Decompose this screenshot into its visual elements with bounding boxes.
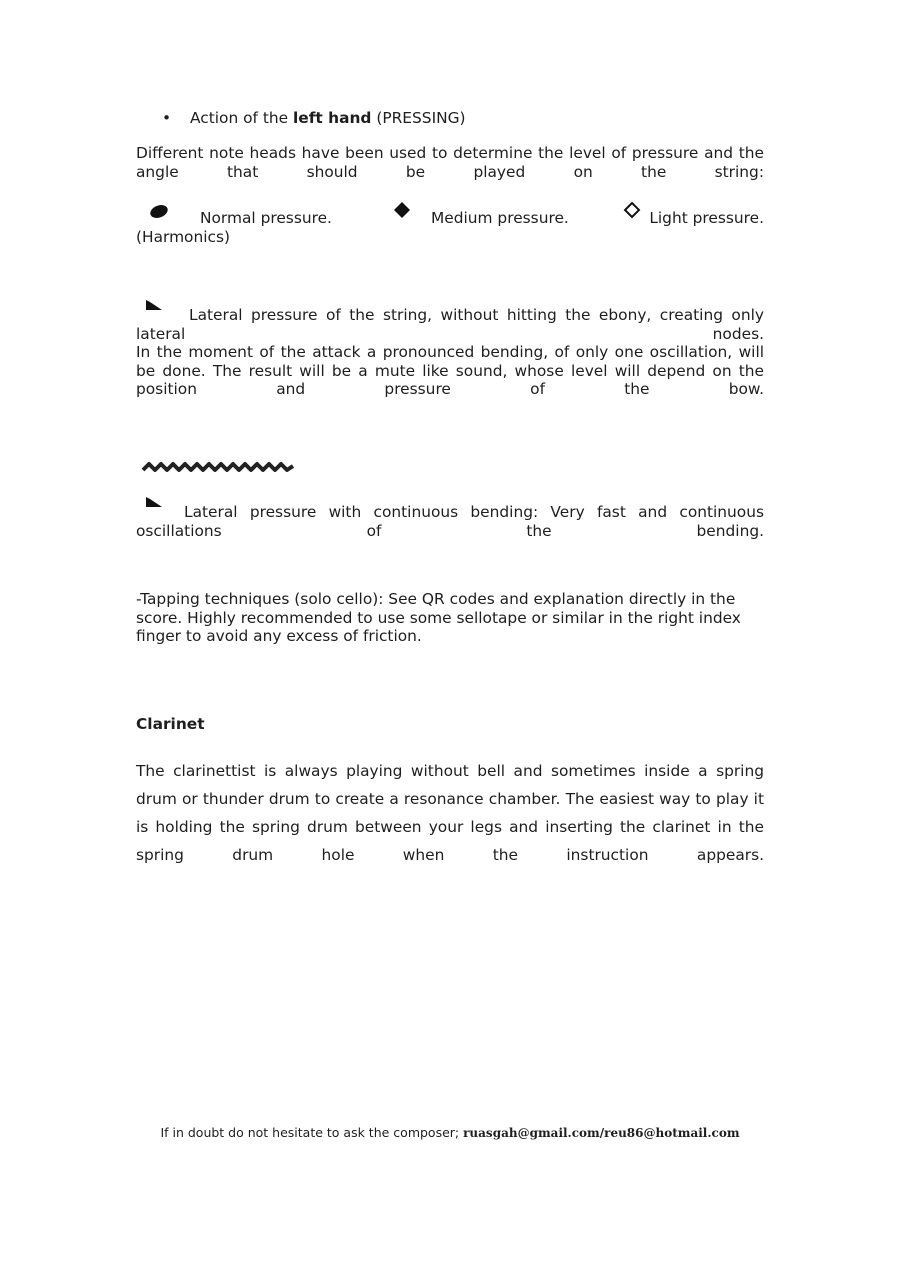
lateral-pressure-text: Lateral pressure of the string, without hitting the ebony, creating only lateral nodes.: [136, 306, 764, 343]
bending-text: In the moment of the attack a pronounced bending, of only one oscillation, will be done. The result will be a mute like sound, whose level will depend on the position and pressure of the bow.: [136, 343, 764, 399]
clarinet-paragraph: The clarinettist is always playing without bell and sometimes inside a spring drum or thunder drum to create a resonance chamber. The easiest way to play it is holding the spring drum between your legs and inserting the clarinet in the spring drum hole when the instruction appears.: [136, 762, 764, 864]
clarinet-heading: Clarinet: [136, 715, 205, 733]
footer: [0, 1125, 900, 1141]
heading-suffix: (PRESSING): [371, 109, 466, 127]
normal-pressure-label: Normal pressure.: [200, 209, 332, 227]
note-heads-legend: [136, 209, 764, 247]
list-bullet: •: [162, 109, 172, 127]
left-hand-heading: [190, 109, 466, 128]
continuous-bending-paragraph: [136, 503, 764, 540]
lateral-pressure-paragraph: [136, 306, 764, 343]
tapping-paragraph: [136, 590, 764, 646]
tapping-text: -Tapping techniques (solo cello): See QR codes and explanation directly in the score. Highly recommended to use some sellotape or similar in the right index finger to avoid any excess of friction.: [136, 590, 741, 646]
wavy-line-icon: [140, 461, 296, 479]
light-pressure-label: Light pressure.: [649, 209, 764, 227]
footer-text: If in doubt do not hesitate to ask the composer;: [160, 1125, 464, 1140]
bending-paragraph: [136, 343, 764, 399]
intro-paragraph: Different note heads have been used to determine the level of pressure and the angle that should be played on the string:: [136, 144, 764, 181]
heading-bold: left hand: [292, 109, 372, 127]
heading-prefix: Action of the: [190, 109, 293, 127]
continuous-bending-text: Lateral pressure with continuous bending: Very fast and continuous oscillations of the bending.: [136, 503, 764, 540]
medium-pressure-label: Medium pressure.: [431, 209, 569, 227]
footer-email: ruasgah@gmail.com/reu86@hotmail.com: [463, 1126, 740, 1140]
harmonics-label: (Harmonics): [136, 228, 230, 246]
